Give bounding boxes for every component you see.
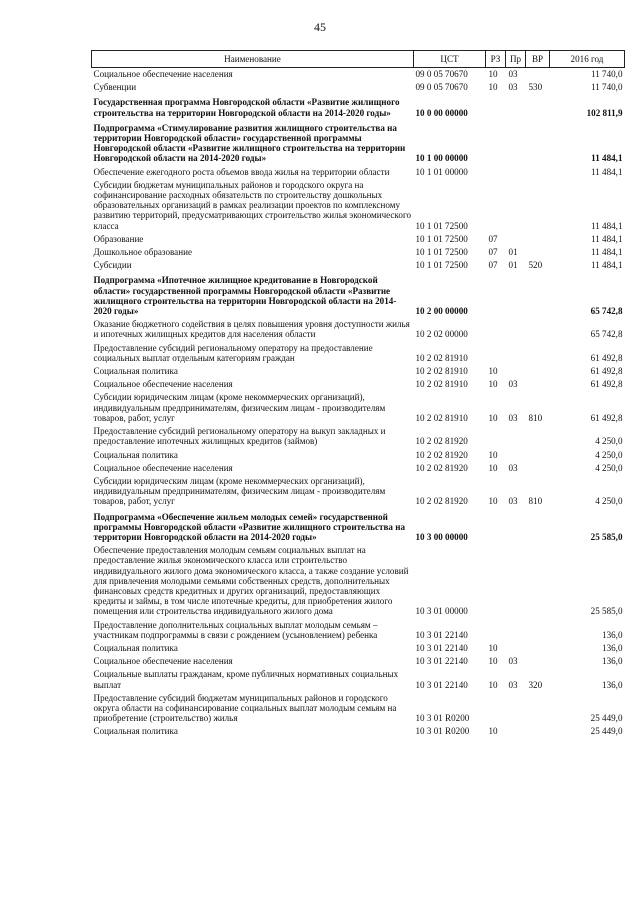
row-name: Социальная политика	[93, 449, 178, 460]
table-row	[92, 259, 625, 272]
row-vr: 530	[528, 82, 543, 93]
row-name: Субсидии	[93, 260, 132, 271]
row-rz	[486, 692, 506, 726]
row-pr	[506, 449, 526, 462]
row-name: Социальная политика	[93, 726, 178, 737]
row-rz	[486, 509, 506, 545]
row-vr	[526, 166, 550, 179]
row-pr	[506, 365, 526, 378]
row-pr: 03	[508, 496, 518, 507]
row-pr	[506, 120, 526, 166]
row-amount: 11 484,1	[591, 153, 623, 164]
row-vr	[526, 655, 550, 668]
table-row	[92, 475, 625, 509]
row-pr: 03	[508, 379, 518, 390]
row-amount: 136,0	[602, 642, 623, 653]
row-name: Субсидии юридическим лицам (кроме некоммерческих организаций), индивидуальным предпринимателям, физическим лицам - производителям товаров, работ, услуг	[93, 392, 386, 423]
table-row	[92, 449, 625, 462]
row-amount: 136,0	[602, 629, 623, 640]
row-cst: 10 3 01 00000	[415, 606, 468, 617]
table-row	[92, 81, 625, 94]
row-amount: 25 585,0	[590, 531, 623, 542]
row-pr: 03	[508, 412, 518, 423]
row-pr	[506, 342, 526, 365]
row-amount: 11 484,1	[591, 233, 623, 244]
table-row	[92, 425, 625, 448]
row-amount: 61 492,8	[590, 412, 623, 423]
row-rz: 10	[488, 642, 498, 653]
table-row	[92, 94, 625, 119]
row-vr	[526, 68, 550, 82]
budget-table	[91, 50, 625, 739]
row-pr: 03	[508, 656, 518, 667]
row-pr	[506, 179, 526, 233]
row-cst: 10 1 00 00000	[415, 153, 468, 164]
row-pr	[506, 544, 526, 618]
row-rz: 10	[488, 69, 498, 79]
row-cst: 09 0 05 70670	[415, 69, 468, 79]
row-pr	[506, 425, 526, 448]
row-rz: 07	[488, 247, 498, 258]
row-amount: 136,0	[602, 656, 623, 667]
row-amount: 65 742,8	[590, 306, 623, 317]
row-vr	[526, 246, 550, 259]
row-rz: 07	[488, 260, 498, 271]
row-name: Оказание бюджетного содействия в целях повышения уровня доступности жилья и ипотечных жилищных кредитов для населения области	[93, 319, 410, 340]
row-vr	[526, 619, 550, 642]
row-vr	[526, 233, 550, 246]
row-name: Образование	[93, 233, 144, 244]
row-vr: 320	[528, 679, 543, 690]
table-row	[92, 246, 625, 259]
row-vr	[526, 425, 550, 448]
row-cst: 10 1 01 72500	[415, 260, 468, 271]
row-cst: 10 2 02 81910	[415, 379, 468, 390]
row-cst: 10 3 01 22140	[415, 656, 468, 667]
table-header-row	[92, 51, 625, 68]
row-name: Социальное обеспечение населения	[93, 462, 233, 473]
row-rz	[486, 166, 506, 179]
table-row	[92, 619, 625, 642]
header-pr: Пр	[506, 51, 526, 68]
row-amount: 61 492,8	[590, 352, 623, 363]
row-rz: 07	[488, 233, 498, 244]
row-amount: 25 449,0	[590, 713, 623, 724]
table-row	[92, 68, 625, 82]
row-rz	[486, 425, 506, 448]
row-cst: 10 2 02 81920	[415, 496, 468, 507]
row-cst: 10 2 02 00000	[415, 329, 468, 340]
row-cst: 10 3 01 R0200	[415, 726, 470, 737]
table-row	[92, 179, 625, 233]
table-row	[92, 166, 625, 179]
table-row	[92, 342, 625, 365]
row-cst: 10 1 01 72500	[415, 247, 468, 258]
row-pr	[506, 166, 526, 179]
row-rz	[486, 318, 506, 341]
row-vr	[526, 365, 550, 378]
row-cst: 10 2 02 81920	[415, 449, 468, 460]
row-amount: 61 492,8	[590, 379, 623, 390]
row-amount: 25 585,0	[590, 606, 623, 617]
row-pr: 03	[508, 69, 518, 79]
row-cst: 10 1 01 00000	[415, 166, 468, 177]
row-name: Подпрограмма «Обеспечение жильем молодых семей» государственной программы Новгородской области «Развитие жилищного строительства на территории Новгородской области на 2014-2020 годы»	[93, 511, 406, 542]
row-name: Подпрограмма «Стимулирование развития жилищного строительства на территории Новгородской области» государственной программы Новгородской области «Развитие жилищного строительства на территории Новгородской области на 2014-2020 годы»	[93, 122, 406, 164]
row-vr	[526, 509, 550, 545]
row-cst: 10 3 00 00000	[415, 531, 468, 542]
row-name: Социальное обеспечение населения	[93, 379, 233, 390]
row-rz	[486, 619, 506, 642]
row-vr	[526, 544, 550, 618]
page-number: 45	[314, 20, 326, 34]
row-vr	[526, 342, 550, 365]
row-vr: 810	[528, 496, 543, 507]
row-amount: 102 811,9	[586, 107, 623, 118]
row-cst: 10 2 02 81910	[415, 352, 468, 363]
row-amount: 4 250,0	[595, 462, 623, 473]
row-cst: 10 3 01 22140	[415, 629, 468, 640]
table-row	[92, 391, 625, 425]
header-vr: ВР	[526, 51, 550, 68]
row-cst: 10 2 00 00000	[415, 306, 468, 317]
row-vr	[526, 120, 550, 166]
table-row	[92, 655, 625, 668]
row-name: Предоставление субсидий бюджетам муниципальных районов и городского округа области на софинансирование социальных выплат молодым семьям на приобретение (строительство) жилья	[93, 692, 397, 724]
row-vr	[526, 318, 550, 341]
row-rz: 10	[488, 449, 498, 460]
row-amount: 4 250,0	[595, 449, 623, 460]
table-row	[92, 462, 625, 475]
row-vr: 520	[528, 260, 543, 271]
row-amount: 4 250,0	[595, 496, 623, 507]
row-pr	[506, 318, 526, 341]
row-name: Дошкольное образование	[93, 247, 192, 258]
row-vr	[526, 642, 550, 655]
row-cst: 10 2 02 81910	[415, 412, 468, 423]
row-amount: 11 484,1	[591, 260, 623, 271]
table-row	[92, 692, 625, 726]
header-cst: ЦСТ	[414, 51, 486, 68]
row-name: Предоставление дополнительных социальных выплат молодым семьям – участникам подпрограммы в связи с рождением (усыновлением) ребенка	[93, 619, 378, 640]
table-row	[92, 233, 625, 246]
header-rz: РЗ	[486, 51, 506, 68]
row-cst: 10 3 01 R0200	[415, 713, 470, 724]
row-vr	[526, 378, 550, 391]
row-pr: 03	[508, 679, 518, 690]
row-amount: 11 740,0	[591, 69, 623, 79]
row-cst: 10 3 01 22140	[415, 679, 468, 690]
row-name: Социальное обеспечение населения	[93, 656, 233, 667]
row-vr	[526, 725, 550, 738]
row-cst: 10 0 00 00000	[415, 107, 468, 118]
row-name: Подпрограмма «Ипотечное жилищное кредитование в Новгородской области» государственной программы Новгородской области «Развитие жилищного строительства на территории Новгородской области на 2014-2020 годы»	[93, 275, 397, 317]
row-name: Предоставление субсидий региональному оператору на предоставление социальных выплат отдельным категориям граждан	[93, 342, 373, 363]
row-name: Субвенции	[93, 82, 137, 93]
row-cst: 10 3 01 22140	[415, 642, 468, 653]
row-name: Предоставление субсидий региональному оператору на выкуп закладных и предоставление ипотечных жилищных кредитов (займов)	[93, 426, 386, 447]
row-cst: 09 0 05 70670	[415, 82, 468, 93]
row-pr	[506, 619, 526, 642]
row-amount: 11 484,1	[591, 166, 623, 177]
row-pr	[506, 725, 526, 738]
table-row	[92, 120, 625, 166]
row-amount: 65 742,8	[590, 329, 623, 340]
row-rz: 10	[488, 82, 498, 93]
table-row	[92, 544, 625, 618]
row-cst: 10 2 02 81920	[415, 462, 468, 473]
row-name: Субсидии юридическим лицам (кроме некоммерческих организаций), индивидуальным предпринимателям, физическим лицам - производителям товаров, работ, услуг	[93, 475, 386, 507]
row-vr: 810	[528, 412, 543, 423]
table-row	[92, 365, 625, 378]
header-year: 2016 год	[550, 51, 625, 68]
row-pr: 03	[508, 462, 518, 473]
row-name: Социальная политика	[93, 366, 178, 377]
table-row	[92, 318, 625, 341]
row-vr	[526, 692, 550, 726]
row-amount: 61 492,8	[590, 366, 623, 377]
row-rz	[486, 94, 506, 119]
row-pr	[506, 509, 526, 545]
row-name: Социальная политика	[93, 642, 178, 653]
row-vr	[526, 462, 550, 475]
row-rz: 10	[488, 412, 498, 423]
row-rz	[486, 272, 506, 318]
row-rz: 10	[488, 656, 498, 667]
row-rz: 10	[488, 462, 498, 473]
table-row	[92, 378, 625, 391]
row-pr	[506, 94, 526, 119]
row-name: Государственная программа Новгородской области «Развитие жилищного строительства на территории Новгородской области на 2014-2020 годы»	[93, 97, 400, 118]
table-row	[92, 509, 625, 545]
row-rz	[486, 179, 506, 233]
row-name: Обеспечение ежегодного роста объемов ввода жилья на территории области	[93, 166, 390, 177]
row-vr	[526, 179, 550, 233]
row-name: Субсидии бюджетам муниципальных районов и городского округа на софинансирование расходных обязательств по строительству дошкольных образовательных организаций в рамках реализации проектов по комплексному развитию территорий, предусматривающих строительство жилья экономического класса	[93, 179, 411, 231]
row-cst: 10 1 01 72500	[415, 233, 468, 244]
table-row	[92, 668, 625, 691]
row-cst: 10 2 02 81910	[415, 366, 468, 377]
row-rz: 10	[488, 496, 498, 507]
row-amount: 11 740,0	[591, 82, 623, 93]
row-amount: 11 484,1	[591, 220, 623, 231]
row-amount: 4 250,0	[595, 436, 623, 447]
table-row	[92, 725, 625, 738]
row-pr	[506, 233, 526, 246]
row-pr: 01	[508, 260, 518, 271]
row-vr	[526, 449, 550, 462]
table-row	[92, 642, 625, 655]
row-rz	[486, 544, 506, 618]
row-rz: 10	[488, 726, 498, 737]
row-amount: 11 484,1	[591, 247, 623, 258]
row-name: Обеспечение предоставления молодым семьям социальных выплат на предоставление жилья экономического класса или строительство индивидуального жилого дома экономического класса, а также создание условий для привлечения молодыми семьями собственных средств, дополнительных финансовых средств кредитных и других организаций, предоставляющих кредиты и займы, в том числе ипотечные кредиты, для приобретения жилого помещения или строительства индивидуального жилого дома	[93, 545, 409, 617]
row-vr	[526, 94, 550, 119]
row-rz: 10	[488, 366, 498, 377]
header-name: Наименование	[92, 51, 414, 68]
row-amount: 25 449,0	[590, 726, 623, 737]
row-pr	[506, 642, 526, 655]
row-amount: 136,0	[602, 679, 623, 690]
row-pr	[506, 272, 526, 318]
row-rz	[486, 120, 506, 166]
row-vr	[526, 272, 550, 318]
row-cst: 10 1 01 72500	[415, 220, 468, 231]
row-rz	[486, 342, 506, 365]
row-name: Социальное обеспечение населения	[93, 69, 233, 79]
row-rz: 10	[488, 679, 498, 690]
row-pr: 03	[508, 82, 518, 93]
row-name: Социальные выплаты гражданам, кроме публичных нормативных социальных выплат	[93, 669, 399, 690]
row-pr: 01	[508, 247, 518, 258]
row-rz: 10	[488, 379, 498, 390]
table-row	[92, 272, 625, 318]
table-body	[92, 68, 625, 739]
row-pr	[506, 692, 526, 726]
row-cst: 10 2 02 81920	[415, 436, 468, 447]
